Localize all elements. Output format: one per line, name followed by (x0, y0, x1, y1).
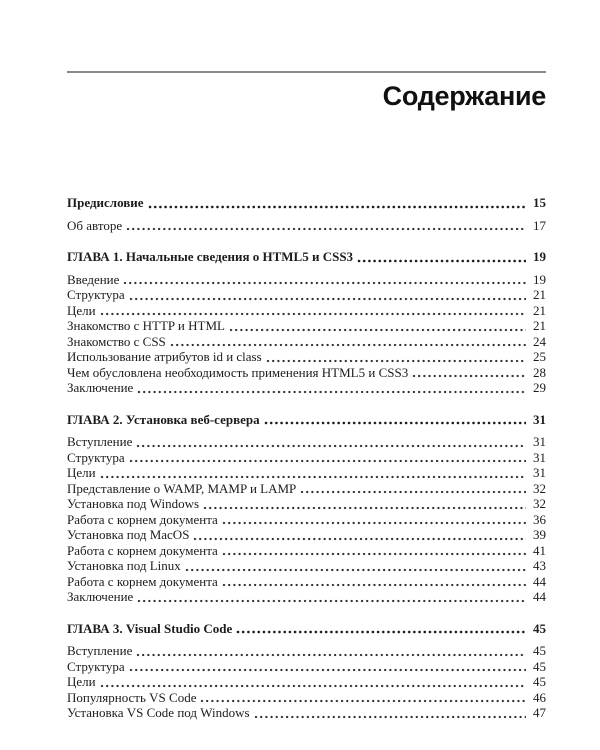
toc-entry-page: 45 (533, 643, 546, 658)
toc-entry-page: 32 (533, 496, 546, 511)
toc-list (67, 195, 546, 721)
toc-entry (67, 690, 546, 706)
toc-entry (67, 465, 546, 481)
dot-leader (100, 465, 526, 481)
dot-leader (200, 690, 526, 706)
toc-entry (67, 643, 546, 659)
toc-entry (67, 412, 546, 428)
toc-entry-label: Цели (67, 302, 96, 318)
toc-entry-label: Заключение (67, 380, 134, 395)
toc-entry-page: 46 (533, 689, 546, 705)
dot-leader (100, 303, 526, 319)
toc-entry-label: Установка VS Code под Windows (67, 705, 250, 720)
toc-entry-label: Введение (67, 271, 120, 287)
dot-leader (236, 621, 526, 637)
toc-entry (67, 481, 546, 497)
dot-leader (254, 705, 526, 721)
dot-leader (222, 574, 526, 590)
toc-entry (67, 365, 546, 381)
dot-leader (129, 287, 526, 303)
toc-entry-label: Установка под Windows (67, 496, 200, 511)
toc-entry-label: Об авторе (67, 217, 123, 233)
dot-leader (137, 589, 526, 605)
dot-leader (185, 558, 526, 574)
toc-entry (67, 287, 546, 303)
toc-entry-page: 24 (533, 333, 546, 349)
toc-entry-page: 21 (533, 287, 546, 302)
toc-entry-page: 39 (533, 527, 546, 542)
dot-leader (129, 450, 526, 466)
toc-entry-page: 19 (533, 271, 546, 287)
toc-entry (67, 674, 546, 690)
dot-leader (148, 195, 526, 211)
toc-entry-page: 43 (533, 558, 546, 573)
toc-entry-label: Использование атрибутов id и class (67, 349, 262, 364)
toc-entry-label: Вступление (67, 643, 133, 658)
toc-entry (67, 659, 546, 675)
toc-page (0, 71, 600, 750)
toc-entry-page: 25 (533, 349, 546, 364)
toc-entry (67, 496, 546, 512)
dot-leader (412, 365, 526, 381)
toc-entry-page: 41 (533, 542, 546, 558)
toc-entry (67, 334, 546, 350)
toc-entry-label: Предисловие (67, 195, 144, 210)
dot-leader (203, 496, 526, 512)
toc-entry-label: Популярность VS Code (67, 689, 197, 705)
toc-entry-label: ГЛАВА 2. Установка веб-сервера (67, 411, 260, 427)
toc-entry (67, 249, 546, 265)
dot-leader (266, 349, 526, 365)
toc-entry-page: 21 (533, 302, 546, 318)
toc-entry (67, 434, 546, 450)
dot-leader (123, 272, 526, 288)
toc-entry-page: 19 (533, 249, 546, 264)
toc-entry-label: Структура (67, 287, 125, 302)
toc-entry (67, 558, 546, 574)
dot-leader (229, 318, 526, 334)
toc-entry-page: 15 (533, 195, 546, 210)
toc-entry-label: Заключение (67, 589, 134, 604)
dot-leader (137, 380, 526, 396)
toc-entry-page: 45 (533, 658, 546, 674)
toc-entry (67, 218, 546, 234)
dot-leader (126, 218, 526, 234)
toc-entry-label: ГЛАВА 1. Начальные сведения о HTML5 и CSS3 (67, 249, 354, 264)
header-rule (67, 71, 546, 73)
toc-entry (67, 589, 546, 605)
toc-entry-page: 36 (533, 511, 546, 527)
toc-entry (67, 380, 546, 396)
toc-entry-page: 31 (533, 465, 546, 480)
toc-entry-label: Цели (67, 674, 96, 689)
toc-entry-page: 45 (533, 674, 546, 689)
toc-entry-page: 47 (533, 705, 546, 720)
toc-entry-label: Знакомство с HTTP и HTML (67, 318, 225, 333)
toc-entry-label: Представление о WAMP, MAMP и LAMP (67, 480, 297, 496)
toc-entry-page: 31 (533, 411, 546, 427)
toc-entry (67, 349, 546, 365)
dot-leader (136, 643, 526, 659)
toc-entry-page: 45 (533, 620, 546, 636)
dot-leader (222, 543, 526, 559)
toc-entry-label: ГЛАВА 3. Visual Studio Code (67, 620, 233, 636)
dot-leader (136, 434, 526, 450)
toc-entry-label: Вступление (67, 434, 133, 449)
dot-leader (129, 659, 526, 675)
dot-leader (222, 512, 526, 528)
toc-entry-page: 31 (533, 434, 546, 449)
toc-entry-page: 31 (533, 449, 546, 465)
toc-entry-label: Работа с корнем документа (67, 573, 218, 589)
dot-leader (100, 674, 526, 690)
toc-entry (67, 512, 546, 528)
toc-entry (67, 705, 546, 721)
toc-entry-page: 17 (533, 217, 546, 233)
page-title: Содержание (382, 81, 546, 111)
toc-entry (67, 450, 546, 466)
toc-entry-label: Знакомство с CSS (67, 333, 166, 349)
toc-entry (67, 543, 546, 559)
toc-entry-page: 32 (533, 480, 546, 496)
toc-entry-label: Структура (67, 449, 125, 465)
dot-leader (193, 527, 526, 543)
toc-entry (67, 303, 546, 319)
dot-leader (357, 249, 526, 265)
toc-entry (67, 195, 546, 211)
toc-entry-page: 44 (533, 589, 546, 604)
toc-entry-page: 29 (533, 380, 546, 395)
toc-entry (67, 574, 546, 590)
toc-entry-label: Цели (67, 465, 96, 480)
toc-entry-page: 28 (533, 364, 546, 380)
dot-leader (300, 481, 526, 497)
toc-entry-page: 44 (533, 573, 546, 589)
toc-entry-label: Работа с корнем документа (67, 511, 218, 527)
toc-entry-label: Чем обусловлена необходимость применения HTML5 и CSS3 (67, 364, 409, 380)
dot-leader (264, 412, 526, 428)
toc-entry-page: 21 (533, 318, 546, 333)
toc-entry-label: Структура (67, 658, 125, 674)
toc-entry-label: Установка под Linux (67, 558, 181, 573)
dot-leader (170, 334, 526, 350)
toc-entry (67, 272, 546, 288)
toc-entry (67, 318, 546, 334)
toc-entry (67, 621, 546, 637)
toc-entry (67, 527, 546, 543)
toc-entry-label: Работа с корнем документа (67, 542, 218, 558)
toc-entry-label: Установка под MacOS (67, 527, 190, 542)
